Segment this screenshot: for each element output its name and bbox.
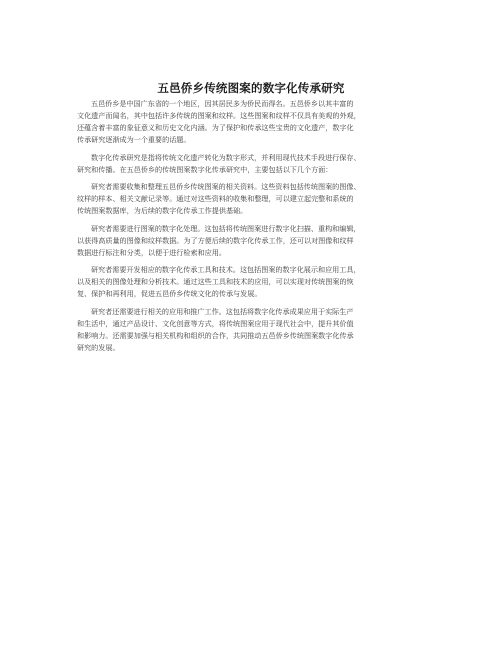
paragraph-3: [77, 181, 429, 217]
text-line: 数据进行标注和分类，以便于进行检索和应用。: [77, 247, 226, 257]
text-line: 研究的发展。: [77, 342, 120, 352]
text-line: 研究者需要进行图案的数字化处理。这包括将传统图案进行数字化扫描、重构和编辑，: [91, 223, 361, 233]
paragraph-1: [77, 98, 429, 146]
paragraph-2: [77, 152, 429, 176]
document-body: [77, 98, 429, 359]
text-line: 五邑侨乡是中国广东省的一个地区，因其居民多为侨民而得名。五邑侨乡以其丰富的: [91, 99, 354, 108]
text-line: 研究和传播。在五邑侨乡的传统图案数字化传承研究中，主要包括以下几个方面：: [77, 164, 333, 174]
text-line: 文化遗产而闻名，其中包括许多传统的图案和纹样。这些图案和纹样不仅具有美观的外观，: [77, 111, 361, 120]
text-line: 和生活中，通过产品设计、文化创意等方式，将传统图案应用于现代社会中，提升其价值: [77, 318, 354, 328]
text-line: 以获得高质量的图像和纹样数据。为了方便后续的数字化传承工作，还可以对图像和纹样: [77, 235, 354, 245]
paragraph-5: [77, 264, 429, 300]
paragraph-4: [77, 223, 429, 259]
text-line: 纹样的样本、相关文献记录等。通过对这些资料的收集和整理，可以建立起完整和系统的: [77, 194, 354, 203]
text-line: 研究者需要收集和整理五邑侨乡传统图案的相关资料。这些资料包括传统图案的图像、: [91, 182, 361, 191]
text-line: 还蕴含着丰富的象征意义和历史文化内涵。为了保护和传承这些宝贵的文化遗产，数字化: [77, 123, 354, 132]
text-line: 和影响力。还需要加强与相关机构和组织的合作，共同推动五邑侨乡传统图案数字化传承: [77, 330, 354, 340]
paragraph-6: [77, 306, 429, 354]
text-line: 传统图案数据库，为后续的数字化传承工作提供基础。: [77, 206, 248, 215]
text-line: 复、保护和再利用，促进五邑侨乡传统文化的传承与发展。: [77, 289, 262, 298]
document-title: 五邑侨乡传统图案的数字化传承研究: [157, 81, 345, 95]
text-line: 数字化传承研究是指将传统文化遗产转化为数字形式，并利用现代技术手段进行保存、: [91, 152, 361, 162]
text-line: 研究者需要开发相应的数字化传承工具和技术。这包括图案的数字化展示和应用工具，: [91, 265, 361, 274]
text-line: 研究者还需要进行相关的应用和推广工作。这包括将数字化传承成果应用于实际生产: [91, 306, 354, 316]
text-line: 传承研究逐渐成为一个重要的话题。: [77, 135, 191, 144]
text-line: 以及相关的图像处理和分析技术。通过这些工具和技术的应用，可以实现对传统图案的恢: [77, 277, 354, 286]
